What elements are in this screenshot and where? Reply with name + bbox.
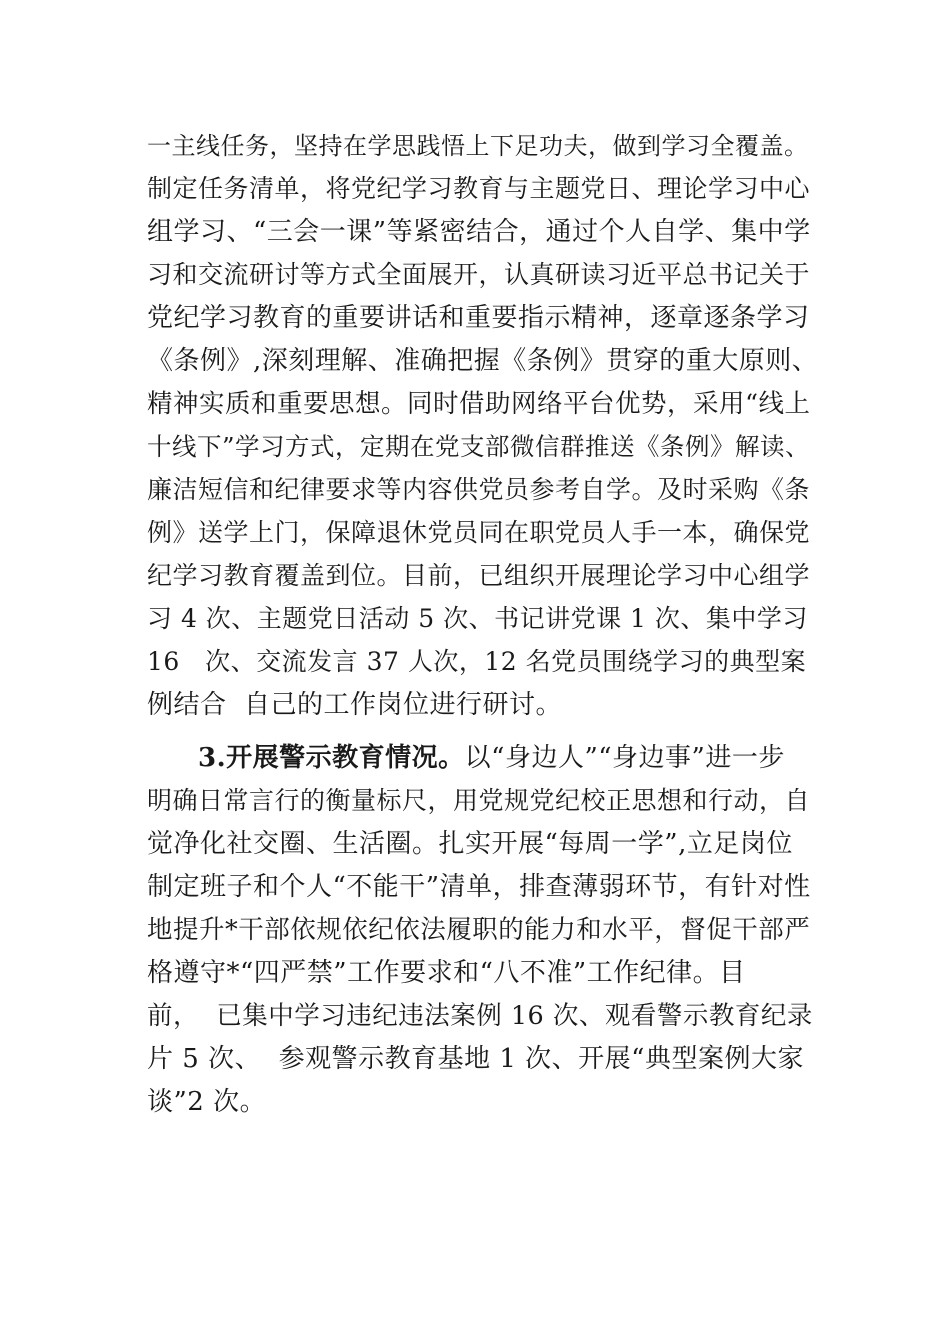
paragraph-1-line-5: 党纪学习教育的重要讲话和重要指示精神，逐章逐条学习: [147, 303, 810, 333]
paragraph-2-line-1-rest: 以“身边人”“身边事”进一步: [464, 743, 785, 773]
paragraph-1-line-14: 例结合 自己的工作岗位进行研讨。: [147, 690, 563, 720]
paragraph-1-line-6: 《条例》,深刻理解、准确把握《条例》贯穿的重大原则、: [147, 346, 819, 376]
paragraph-2-line-8: 片 5 次、 参观警示教育基地 1 次、开展“典型案例大家: [147, 1044, 804, 1074]
paragraph-2-line-4: 制定班子和个人“不能干”清单，排查薄弱环节，有针对性: [147, 872, 811, 902]
paragraph-1-line-3: 组学习、“三会一课”等紧密结合，通过个人自学、集中学: [147, 217, 811, 247]
paragraph-1-line-7: 精神实质和重要思想。同时借助网络平台优势，采用“线上: [147, 389, 811, 419]
paragraph-2-first-line: [198, 741, 817, 775]
paragraph-1-line-8: 十线下”学习方式，定期在党支部微信群推送《条例》解读、: [147, 432, 811, 461]
section-heading: 3.开展警示教育情况。: [198, 743, 465, 773]
paragraph-1-line-12: 习 4 次、主题党日活动 5 次、书记讲党课 1 次、集中学习: [147, 604, 808, 633]
paragraph-1-line-1: 一主线任务，坚持在学思践悟上下足功夫，做到学习全覆盖。: [147, 132, 809, 160]
paragraph-1-line-2: 制定任务清单，将党纪学习教育与主题党日、理论学习中心: [147, 174, 811, 203]
paragraph-2-line-7: 前， 已集中学习违纪违法案例 16 次、观看警示教育纪录: [147, 1001, 813, 1031]
paragraph-1-line-9: 廉洁短信和纪律要求等内容供党员参考自学。及时采购《条: [147, 475, 811, 504]
paragraph-2-line-3: 觉净化社交圈、生活圈。扎实开展“每周一学”,立足岗位: [147, 829, 793, 859]
paragraph-1-line-4: 习和交流研讨等方式全面展开，认真研读习近平总书记关于: [147, 260, 811, 289]
paragraph-2-line-6: 格遵守*“四严禁”工作要求和“八不准”工作纪律。目: [147, 958, 746, 988]
paragraph-1-line-10: 例》送学上门，保障退休党员同在职党员人手一本，确保党: [147, 518, 811, 547]
paragraph-2-line-9: 谈”2 次。: [147, 1087, 267, 1117]
paragraph-1-line-11: 纪学习教育覆盖到位。目前，已组织开展理论学习中心组学: [147, 561, 811, 590]
paragraph-2-line-5: 地提升*干部依规依纪依法履职的能力和水平，督促干部严: [147, 915, 811, 945]
paragraph-1-line-13: 16 次、交流发言 37 人次，12 名党员围绕学习的典型案: [147, 647, 807, 676]
paragraph-2-line-2: 明确日常言行的衡量标尺，用党规党纪校正思想和行动，自: [147, 786, 811, 815]
